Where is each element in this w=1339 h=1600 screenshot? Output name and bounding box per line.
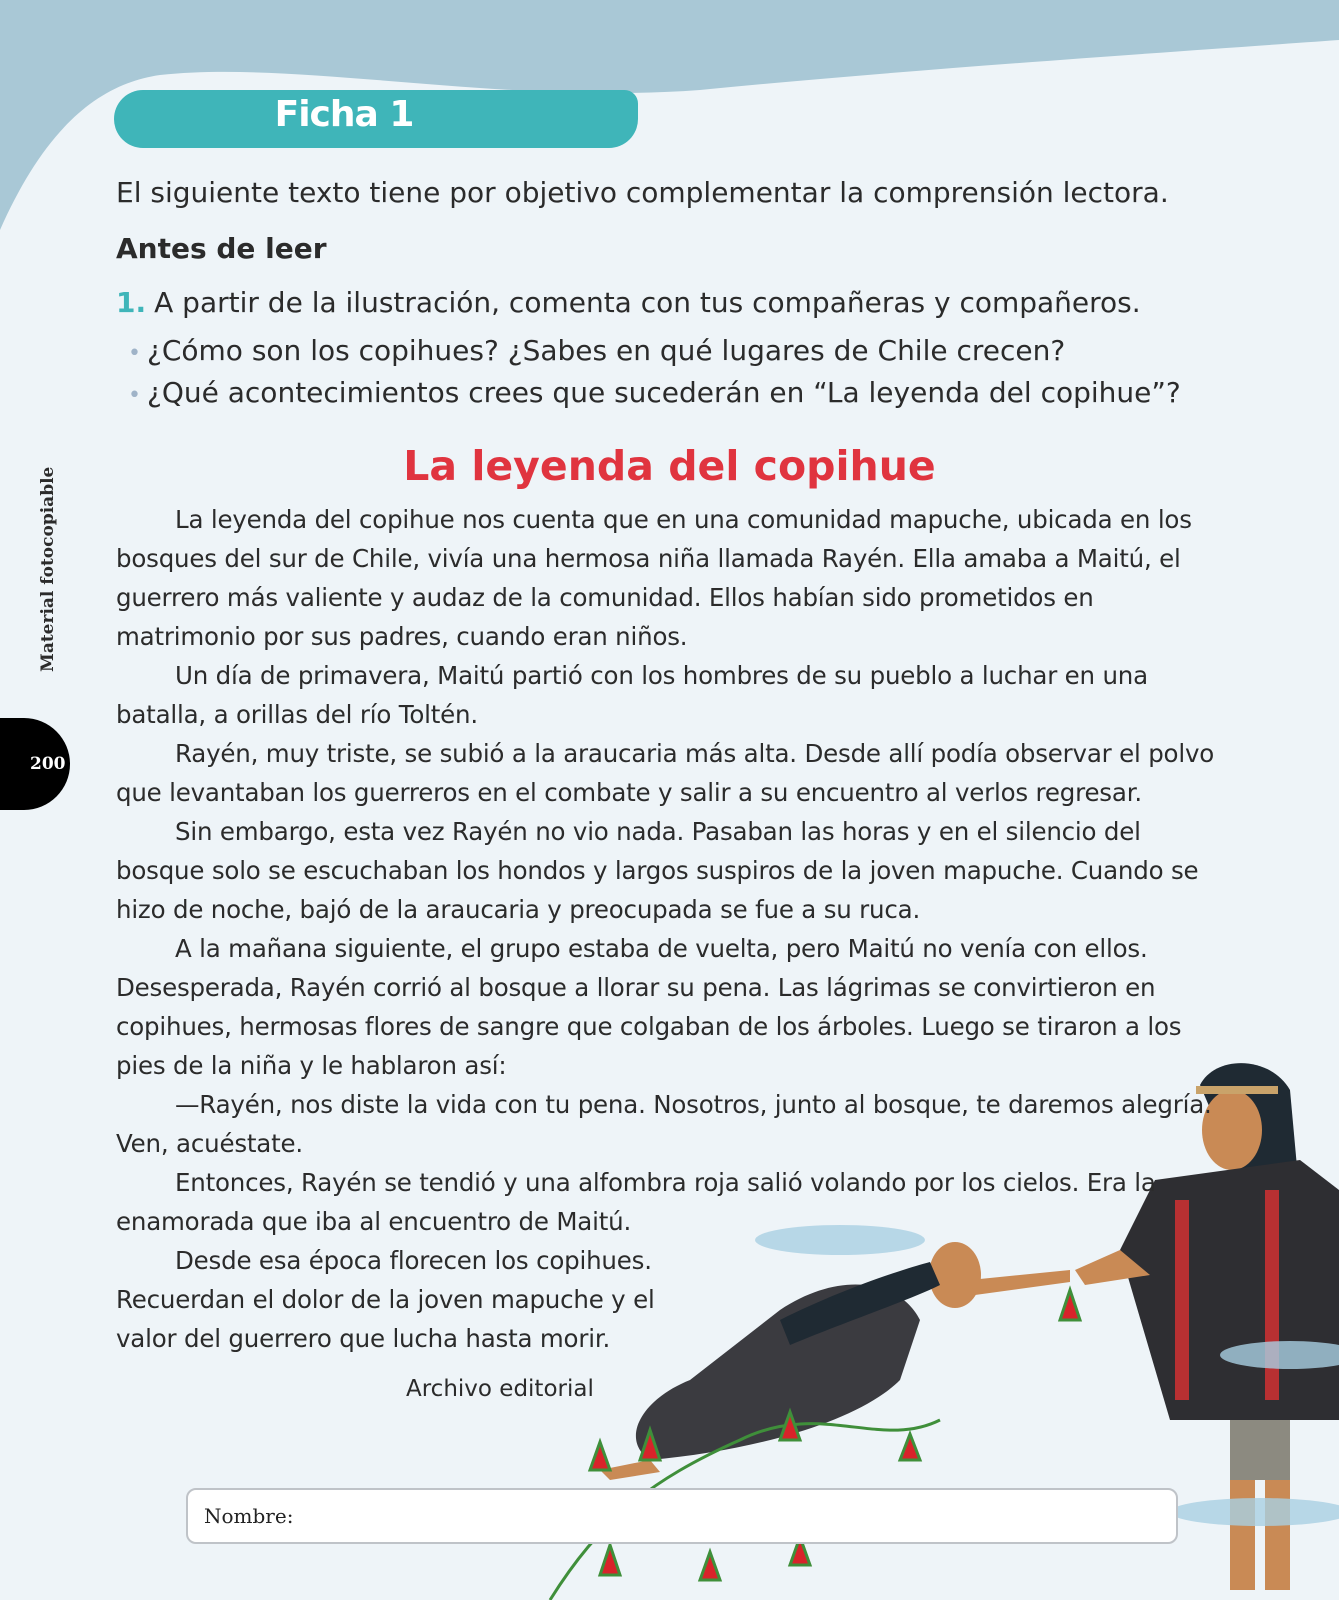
story-paragraph: Sin embargo, esta vez Rayén no vio nada. Pasaban las horas y en el silencio del bosque solo se escuchaban los hondos y largos suspiros de la joven mapuche. Cuando se hizo de noche, bajó de la araucaria y preocupada se fue a su ruca. — [116, 817, 1199, 924]
story-paragraph: A la mañana siguiente, el grupo estaba de vuelta, pero Maitú no venía con ellos. Desesperada, Rayén corrió al bosque a llorar su pena. Las lágrimas se convirtieron en copihues, hermosas flores de sangre que colgaban de los árboles. Luego se tiraron a los pies de la niña y le hablaron así: — [116, 934, 1182, 1080]
story-paragraph: Un día de primavera, Maitú partió con los hombres de su pueblo a luchar en una batalla, a orillas del río Toltén. — [116, 661, 1148, 729]
page-number: 200 — [30, 754, 66, 774]
question-text: A partir de la ilustración, comenta con tus compañeras y compañeros. — [154, 286, 1141, 319]
bullet-text: ¿Qué acontecimientos crees que sucederán en “La leyenda del copihue”? — [146, 376, 1181, 409]
bullet-icon: • — [128, 341, 141, 366]
intro-text: El siguiente texto tiene por objetivo complementar la comprensión lectora. — [116, 176, 1169, 209]
story-title: La leyenda del copihue — [403, 442, 936, 490]
name-field[interactable] — [186, 1488, 1178, 1544]
question-bullet — [128, 376, 1181, 409]
story-paragraph: Entonces, Rayén se tendió y una alfombra roja salió volando por los cielos. Era la enamorada que iba al encuentro de Maitú. — [116, 1168, 1156, 1236]
before-reading-heading: Antes de leer — [116, 232, 327, 265]
side-label: Material fotocopiable — [38, 466, 58, 672]
bullet-icon: • — [128, 383, 141, 408]
question-bullet — [128, 334, 1065, 367]
question-1 — [116, 286, 1141, 319]
ficha-title: Ficha 1 — [274, 94, 414, 135]
story-paragraph: Desde esa época florecen los copihues. Recuerdan el dolor de la joven mapuche y el valor del guerrero que lucha hasta morir. — [116, 1246, 655, 1353]
story-paragraph: La leyenda del copihue nos cuenta que en una comunidad mapuche, ubicada en los bosques del sur de Chile, vivía una hermosa niña llamada Rayén. Ella amaba a Maitú, el guerrero más valiente y audaz de la comunidad. Ellos habían sido prometidos en matrimonio por sus padres, cuando eran niños. — [116, 505, 1192, 651]
ficha-header-tab — [114, 90, 638, 148]
story-body — [116, 500, 1216, 1358]
story-paragraph: —Rayén, nos diste la vida con tu pena. Nosotros, junto al bosque, te daremos alegría. Ven, acuéstate. — [116, 1090, 1212, 1158]
bullet-text: ¿Cómo son los copihues? ¿Sabes en qué lugares de Chile crecen? — [146, 334, 1066, 367]
story-source: Archivo editorial — [406, 1376, 594, 1402]
name-label: Nombre: — [204, 1504, 294, 1528]
question-number: 1. — [116, 286, 147, 319]
story-paragraph: Rayén, muy triste, se subió a la araucaria más alta. Desde allí podía observar el polvo que levantaban los guerreros en el combate y salir a su encuentro al verlos regresar. — [116, 739, 1215, 807]
